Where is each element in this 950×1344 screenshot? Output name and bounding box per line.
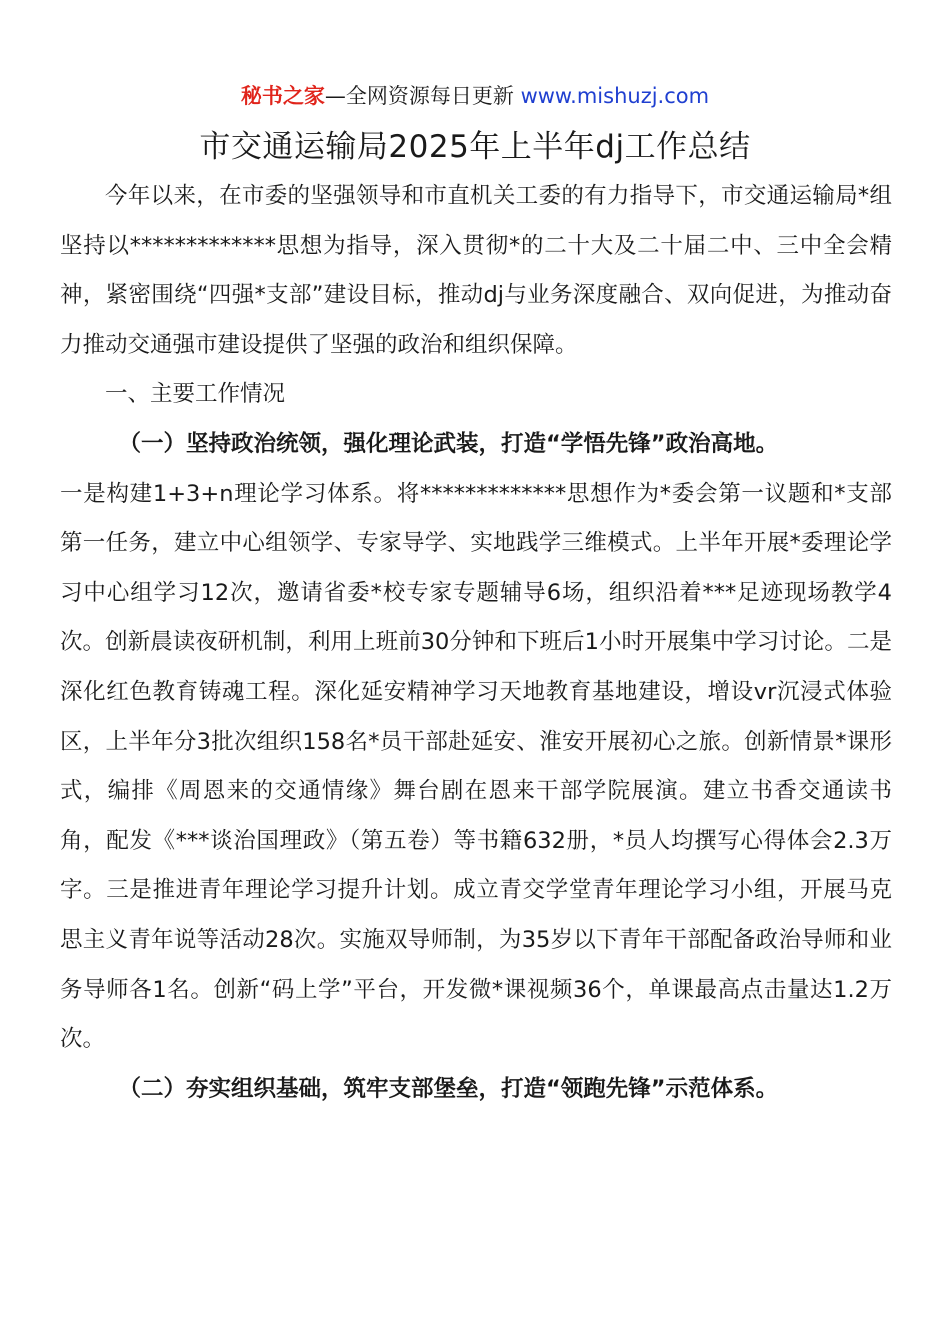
document-title: 市交通运输局2025年上半年dj工作总结 [199, 129, 751, 165]
intro-paragraph: 今年以来，在市委的坚强领导和市直机关工委的有力指导下，市交通运输局*组坚持以*************思想为指导，深入贯彻*的二十大及二十届二中、三中全会精神，紧密围绕“四强*支部”建设目标，推动dj与业务深度融合、双向促进，为推动奋力推动交通强市建设提供了坚强的政治和组织保障。 [60, 183, 892, 358]
subsection-heading-2: （二）夯实组织基础，筑牢支部堡垒，打造“领跑先锋”示范体系。 [118, 1075, 779, 1102]
site-banner [0, 80, 950, 112]
site-brand: 秘书之家 [240, 84, 325, 108]
site-url-link[interactable]: www.mishuzj.com [520, 84, 710, 108]
section-heading-main-work: 一、主要工作情况 [105, 381, 286, 408]
site-tagline: —全网资源每日更新 [324, 84, 521, 108]
document-body [60, 172, 892, 1114]
subsection-body-1: 一是构建1+3+n理论学习体系。将*************思想作为*委会第一议题和*支部第一任务，建立中心组领学、专家导学、实地践学三维模式。上半年开展*委理论学习中心组学习12次，邀请省委*校专家专题辅导6场，组织沿着***足迹现场教学4次。创新晨读夜研机制，利用上班前30分钟和下班后1小时开展集中学习讨论。二是深化红色教育铸魂工程。深化延安精神学习天地教育基地建设，增设vr沉浸式体验区，上半年分3批次组织158名*员干部赴延安、淮安开展初心之旅。创新情景*课形式，编排《周恩来的交通情缘》舞台剧在恩来干部学院展演。建立书香交通读书角，配发《***谈治国理政》（第五卷）等书籍632册，*员人均撰写心得体会2.3万字。三是推进青年理论学习提升计划。成立青交学堂青年理论学习小组，开展马克思主义青年说等活动28次。实施双导师制，为35岁以下青年干部配备政治导师和业务导师各1名。创新“码上学”平台，开发微*课视频36个，单课最高点击量达1.2万次。 [60, 480, 892, 1053]
subsection-heading-1: （一）坚持政治统领，强化理论武装，打造“学悟先锋”政治高地。 [118, 430, 779, 457]
